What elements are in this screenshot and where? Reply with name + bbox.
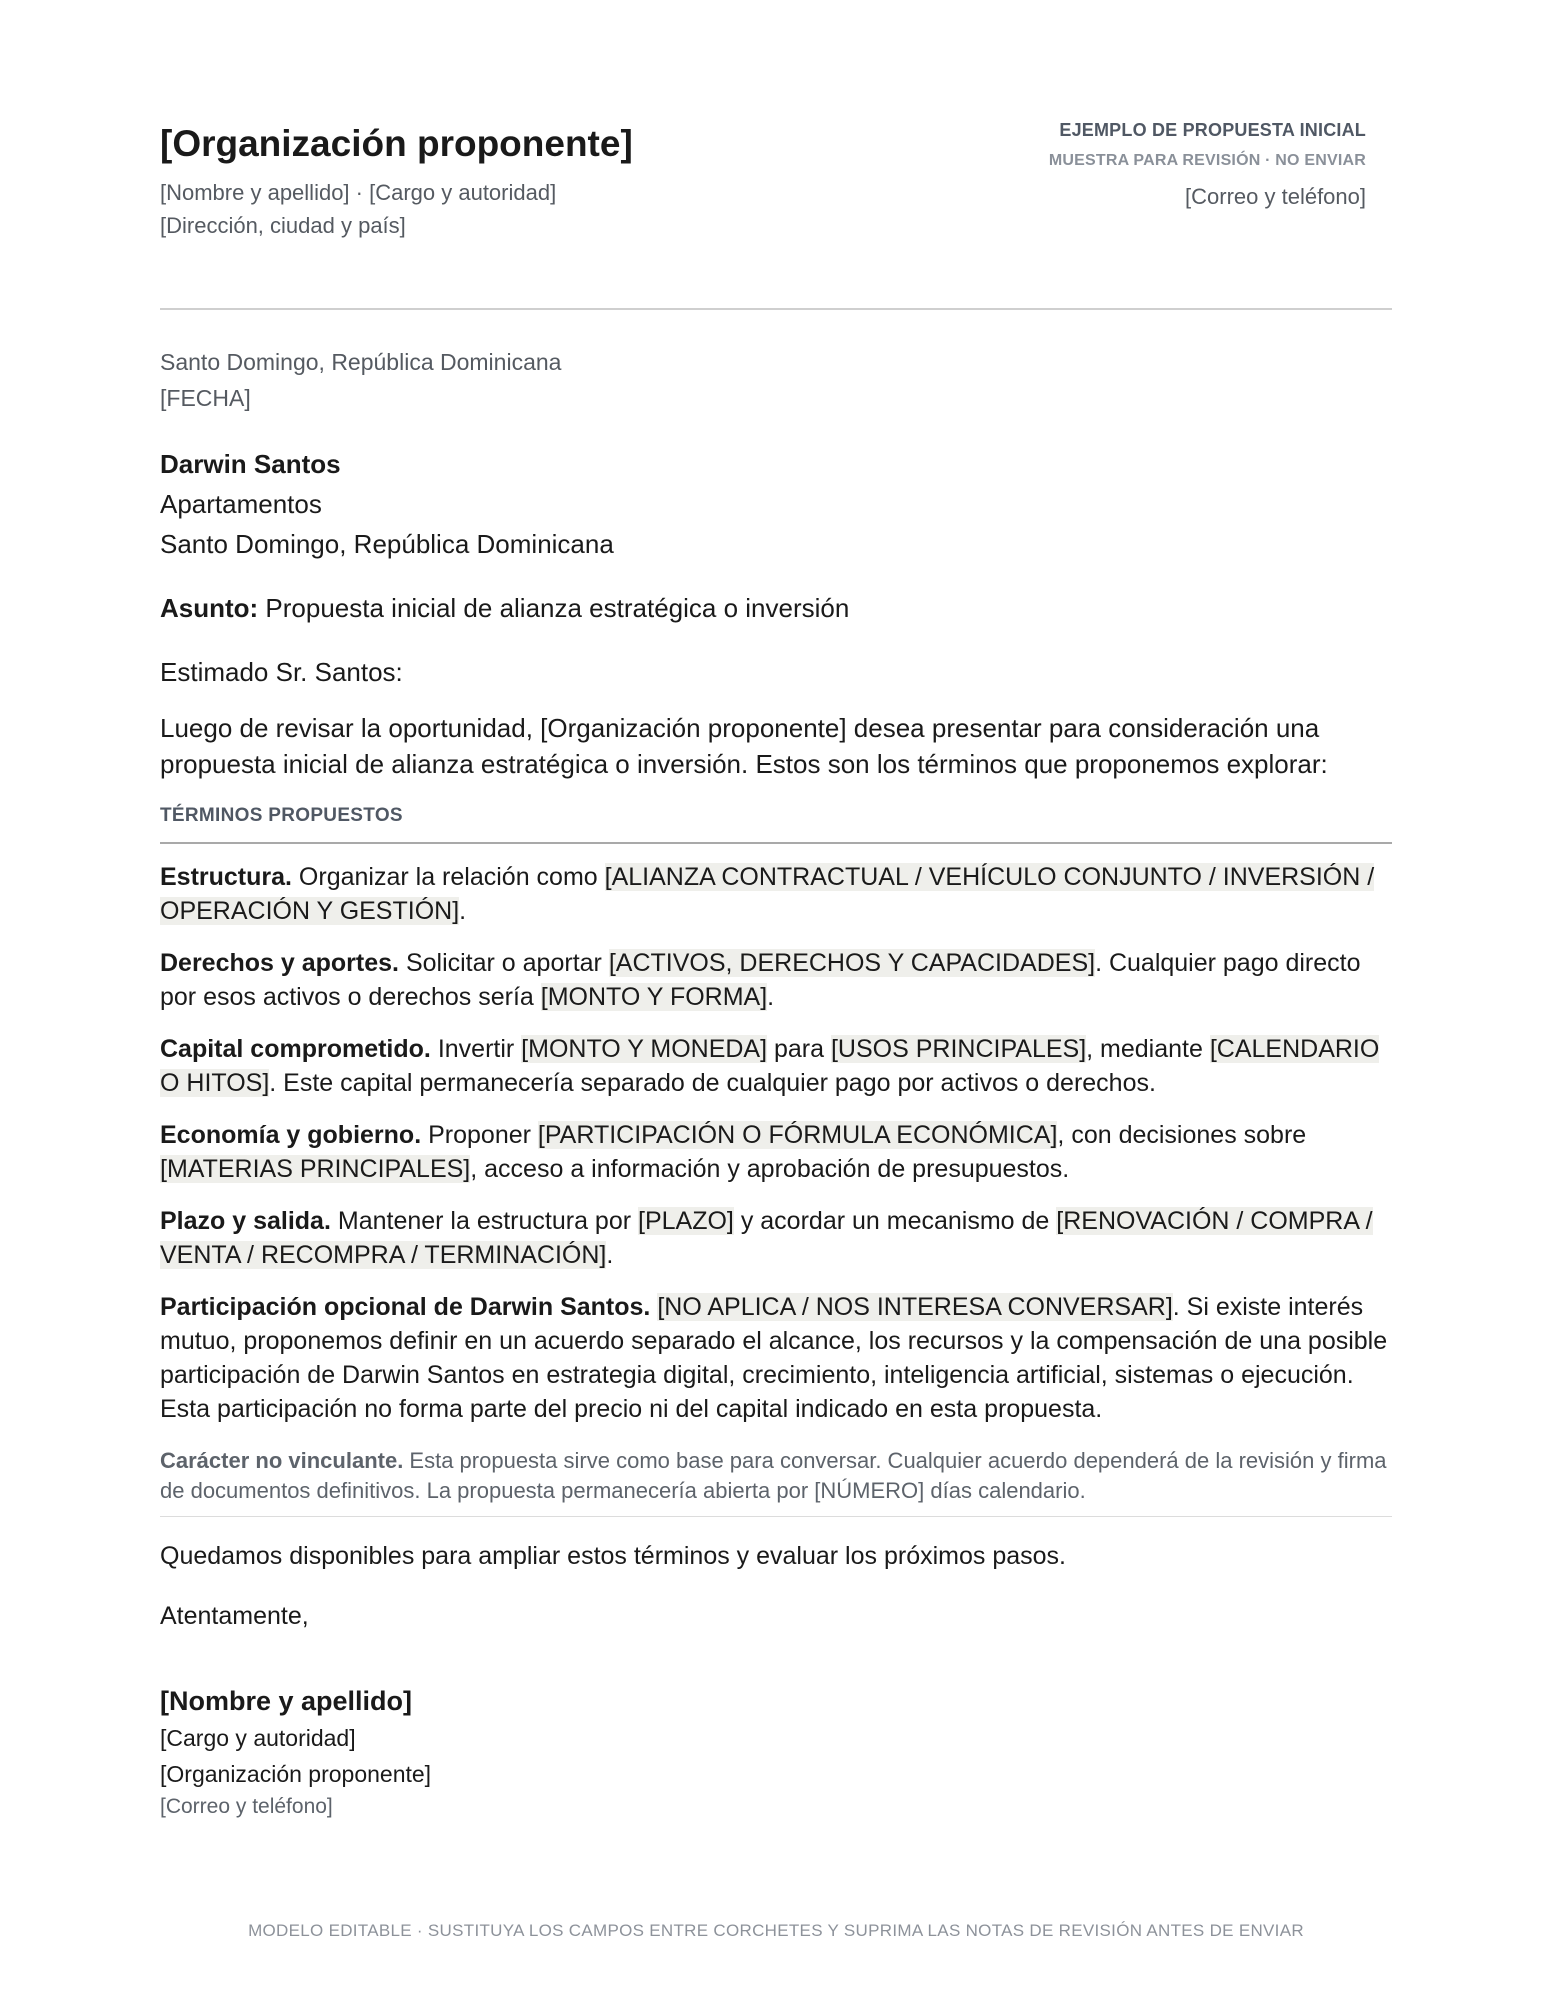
terms-list [160, 860, 1392, 1444]
signer-name: [Nombre y apellido] [160, 1686, 413, 1716]
placeholder-field: [ACTIVOS, DERECHOS Y CAPACIDADES] [608, 949, 1096, 977]
header-contact: [Correo y teléfono] [1185, 183, 1366, 209]
term-text: , mediante [1086, 1035, 1210, 1063]
placeholder-field: [MONTO Y FORMA] [540, 983, 768, 1011]
review-note: MUESTRA PARA REVISIÓN · NO ENVIAR [1048, 151, 1366, 169]
organization-title: [Organización proponente] [160, 123, 633, 164]
term-text: y acordar un mecanismo de [733, 1207, 1057, 1235]
letter-page [160, 0, 1392, 2002]
placeholder-field: [ALIANZA CONTRACTUAL / VEHÍCULO CONJUNTO / INVERSIÓN / OPERACIÓN Y GESTIÓN] [160, 863, 1375, 925]
note-text: Esta propuesta sirve como base para conversar. Cualquier acuerdo dependerá de la revisión y firma de documentos definitivos. La propuesta permanecería abierta por [NÚMERO] días calendario. [160, 1448, 1387, 1503]
signature-block [160, 1682, 431, 1822]
footer-note: MODELO EDITABLE · SUSTITUYA LOS CAMPOS ENTRE CORCHETES Y SUPRIMA LAS NOTAS DE REVISIÓN ANTES DE ENVIAR [248, 1921, 1304, 1940]
non-binding-note [160, 1446, 1392, 1506]
term-title: Capital comprometido. [160, 1035, 431, 1063]
term-text: . [606, 1241, 614, 1269]
terms-divider [160, 842, 1392, 844]
recipient-block [160, 444, 1392, 564]
term-title: Derechos y aportes. [160, 949, 399, 977]
subject-line [160, 590, 1392, 626]
place-date [160, 344, 1392, 416]
term-text: . Este capital permanecería separado de cualquier pago por activos o derechos. [269, 1069, 1156, 1097]
closing-paragraph: Quedamos disponibles para ampliar estos términos y evaluar los próximos pasos. [160, 1542, 1066, 1570]
placeholder-field: [PLAZO] [638, 1207, 734, 1235]
terms-section-label: TÉRMINOS PROPUESTOS [160, 805, 403, 826]
term-text: Mantener la estructura por [330, 1207, 639, 1235]
term-title: Participación opcional de Darwin Santos. [160, 1293, 651, 1321]
term-title: Plazo y salida. [160, 1207, 331, 1235]
signer-organization: [Organización proponente] [160, 1761, 432, 1787]
header-divider [160, 308, 1392, 310]
term-title: Economía y gobierno. [160, 1121, 422, 1149]
recipient-name: Darwin Santos [160, 449, 341, 479]
note-divider [160, 1516, 1392, 1517]
signatory-line: [Nombre y apellido] · [Cargo y autoridad] [160, 180, 557, 205]
term-item [160, 860, 1392, 928]
placeholder-field: [MATERIAS PRINCIPALES] [160, 1155, 471, 1183]
signer-role: [Cargo y autoridad] [160, 1725, 356, 1751]
term-text: Solicitar o aportar [399, 949, 609, 977]
term-item [160, 1118, 1392, 1186]
term-item [160, 1032, 1392, 1100]
date: [FECHA] [160, 385, 251, 411]
placeholder-field: [USOS PRINCIPALES] [830, 1035, 1087, 1063]
placeholder-field: [NO APLICA / NOS INTERESA CONVERSAR] [657, 1293, 1173, 1321]
placeholder-field: [MONTO Y MONEDA] [521, 1035, 768, 1063]
note-title: Carácter no vinculante. [160, 1448, 404, 1473]
letterhead [160, 120, 1392, 250]
term-text: para [767, 1035, 831, 1063]
letterhead-right [1049, 120, 1366, 210]
recipient-location: Santo Domingo, República Dominicana [160, 529, 614, 559]
term-item [160, 946, 1392, 1014]
intro-paragraph: Luego de revisar la oportunidad, [Organización proponente] desea presentar para consideración una propuesta inicial de alianza estratégica o inversión. Estos son los términos que proponemos explorar: [160, 713, 1328, 779]
placeholder-field: [PARTICIPACIÓN O FÓRMULA ECONÓMICA] [537, 1121, 1058, 1149]
place: Santo Domingo, República Dominicana [160, 349, 562, 375]
term-item [160, 1290, 1392, 1426]
term-title: Estructura. [160, 863, 292, 891]
term-text: , acceso a información y aprobación de presupuestos. [470, 1155, 1070, 1183]
term-item [160, 1204, 1392, 1272]
term-text: Organizar la relación como [291, 863, 605, 891]
term-text: Proponer [421, 1121, 538, 1149]
document-kicker: EJEMPLO DE PROPUESTA INICIAL [1059, 120, 1366, 140]
signer-contact: [Correo y teléfono] [160, 1795, 333, 1818]
placeholder-field: [RENOVACIÓN / COMPRA / VENTA / RECOMPRA / TERMINACIÓN] [160, 1207, 1373, 1269]
term-text: . Si existe interés mutuo, proponemos definir en un acuerdo separado el alcance, los recursos y la compensación de una posible participación de Darwin Santos en estrategia digital, crecimiento, inteligencia artificial, sistemas o ejecución. Esta participación no forma parte del precio ni del capital indicado en esta propuesta. [160, 1293, 1388, 1423]
salutation: Estimado Sr. Santos: [160, 657, 403, 687]
term-text: . Cualquier pago directo por esos activos o derechos sería [160, 949, 1361, 1011]
subject-text: Propuesta inicial de alianza estratégica o inversión [258, 593, 850, 623]
address-line: [Dirección, ciudad y país] [160, 213, 406, 238]
term-text: . [459, 897, 467, 925]
valediction: Atentamente, [160, 1602, 309, 1630]
term-text: Invertir [430, 1035, 522, 1063]
placeholder-field: [CALENDARIO O HITOS] [160, 1035, 1380, 1097]
term-text: . [767, 983, 775, 1011]
recipient-company: Apartamentos [160, 489, 322, 519]
subject-label: Asunto: [160, 593, 259, 623]
term-text: , con decisiones sobre [1057, 1121, 1307, 1149]
